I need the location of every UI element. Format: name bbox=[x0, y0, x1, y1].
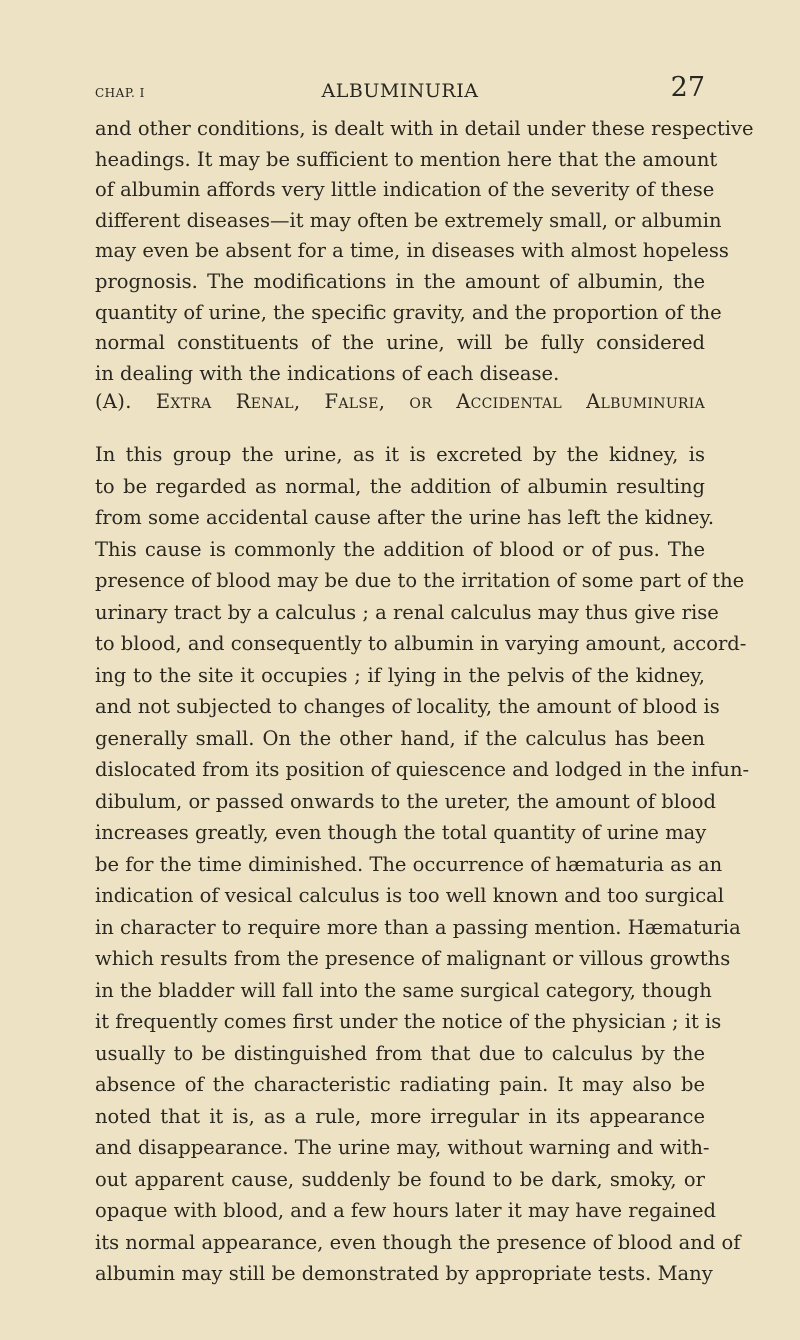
text-line: usually to be distinguished from that due to calculus by the bbox=[95, 1041, 705, 1065]
text-line: out apparent cause, suddenly be found to be dark, smoky, or bbox=[95, 1167, 705, 1191]
running-header bbox=[95, 72, 705, 106]
text-line: prognosis. The modifications in the amount of albumin, the bbox=[95, 269, 705, 293]
text-line: and other conditions, is dealt with in detail under these respective bbox=[95, 117, 754, 140]
text-line: In this group the urine, as it is excreted by the kidney, is bbox=[95, 443, 705, 466]
text-line: increases greatly, even though the total quantity of urine may bbox=[95, 821, 707, 844]
paragraph-1 bbox=[95, 114, 754, 389]
page-number: 27 bbox=[670, 72, 705, 103]
text-line: ing to the site it occupies ; if lying in the pelvis of the kidney, bbox=[95, 663, 705, 687]
text-line: its normal appearance, even though the presence of blood and of bbox=[95, 1230, 741, 1254]
text-line: and not subjected to changes of locality, the amount of blood is bbox=[95, 695, 720, 718]
text-line: it frequently comes first under the notice of the physician ; it is bbox=[95, 1010, 722, 1033]
text-line: may even be absent for a time, in diseases with almost hopeless bbox=[95, 239, 729, 263]
text-line: to blood, and consequently to albumin in varying amount, accord- bbox=[95, 632, 747, 655]
text-line: headings. It may be sufficient to mention here that the amount bbox=[95, 147, 718, 171]
text-line: presence of blood may be due to the irritation of some part of the bbox=[95, 569, 745, 592]
text-line: urinary tract by a calculus ; a renal calculus may thus give rise bbox=[95, 600, 719, 624]
text-line: and disappearance. The urine may, without warning and with- bbox=[95, 1136, 710, 1159]
text-line: which results from the presence of malignant or villous growths bbox=[95, 947, 731, 970]
text-line: in character to require more than a passing mention. Hæmaturia bbox=[95, 915, 741, 939]
text-line: to be regarded as normal, the addition of albumin resulting bbox=[95, 474, 705, 498]
text-line: of albumin affords very little indication of the severity of these bbox=[95, 178, 715, 202]
text-line: in the bladder will fall into the same surgical category, though bbox=[95, 978, 712, 1002]
text-line: quantity of urine, the specific gravity, and the proportion of the bbox=[95, 300, 722, 324]
text-line: dislocated from its position of quiescence and lodged in the infun- bbox=[95, 758, 750, 781]
running-title: ALBUMINURIA bbox=[321, 80, 479, 102]
text-line: albumin may still be demonstrated by appropriate tests. Many bbox=[95, 1262, 713, 1285]
text-line: noted that it is, as a rule, more irregular in its appearance bbox=[95, 1104, 705, 1128]
chapter-label: CHAP. I bbox=[95, 86, 145, 100]
text-line: generally small. On the other hand, if the calculus has been bbox=[95, 726, 705, 750]
text-line: different diseases—it may often be extremely small, or albumin bbox=[95, 208, 722, 232]
text-line: dibulum, or passed onwards to the ureter, the amount of blood bbox=[95, 789, 716, 813]
text-line: in dealing with the indications of each disease. bbox=[95, 361, 560, 385]
text-line: normal constituents of the urine, will be fully considered bbox=[95, 331, 705, 355]
text-line: be for the time diminished. The occurrence of hæmaturia as an bbox=[95, 852, 723, 876]
text-line: This cause is commonly the addition of blood or of pus. The bbox=[95, 537, 705, 561]
text-line: from some accidental cause after the urine has left the kidney. bbox=[95, 506, 715, 529]
section-heading: (A). Extra Renal, False, or Accidental Albuminuria bbox=[95, 390, 705, 413]
text-line: indication of vesical calculus is too well known and too surgical bbox=[95, 884, 725, 907]
text-line: opaque with blood, and a few hours later it may have regained bbox=[95, 1199, 717, 1222]
text-line: absence of the characteristic radiating pain. It may also be bbox=[95, 1073, 705, 1096]
paragraph-2 bbox=[95, 439, 750, 1290]
